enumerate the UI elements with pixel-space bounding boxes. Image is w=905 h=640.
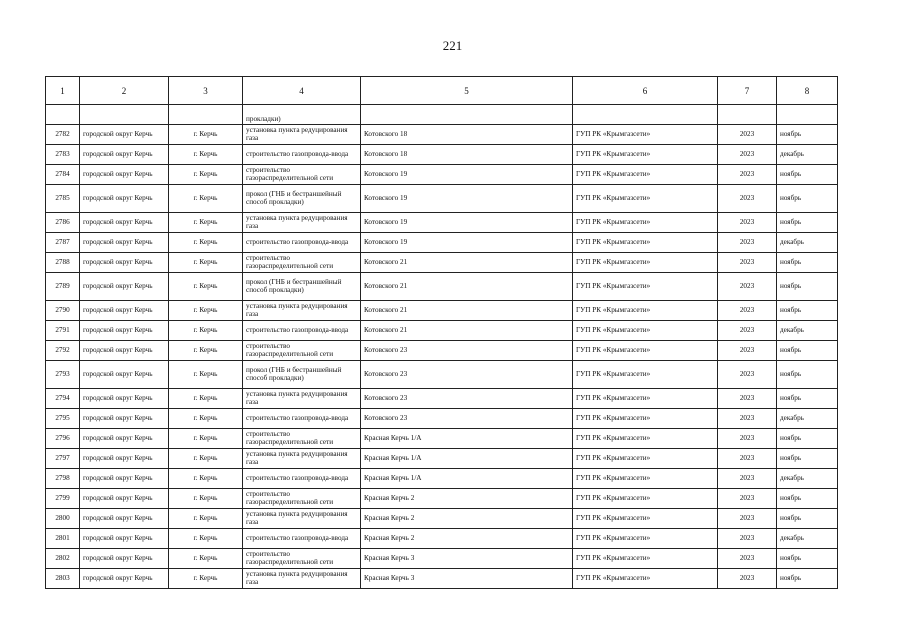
work-type-cell: установка пункта редуцирования газа (243, 213, 361, 233)
municipality-cell: городской округ Керчь (80, 125, 169, 145)
address-cell: Котовского 18 (361, 145, 573, 165)
organization-cell: ГУП РК «Крымгазсети» (573, 253, 718, 273)
row-number-cell: 2798 (46, 469, 80, 489)
address-cell: Красная Керчь 1/А (361, 449, 573, 469)
row-number-cell: 2789 (46, 273, 80, 301)
row-number-cell: 2797 (46, 449, 80, 469)
table-row (46, 549, 838, 569)
municipality-cell: городской округ Керчь (80, 549, 169, 569)
settlement-cell: г. Керчь (169, 509, 243, 529)
row-number-cell: 2788 (46, 253, 80, 273)
organization-cell: ГУП РК «Крымгазсети» (573, 165, 718, 185)
address-cell: Котовского 21 (361, 253, 573, 273)
table-row (46, 361, 838, 389)
col-header-3: 3 (169, 77, 243, 105)
table-row (46, 429, 838, 449)
table-row (46, 389, 838, 409)
address-cell: Котовского 23 (361, 361, 573, 389)
organization-cell: ГУП РК «Крымгазсети» (573, 469, 718, 489)
settlement-cell: г. Керчь (169, 145, 243, 165)
month-cell: декабрь (777, 321, 838, 341)
municipality-cell: городской округ Керчь (80, 489, 169, 509)
work-type-cell: строительство газопровода-ввода (243, 469, 361, 489)
row-number-cell: 2786 (46, 213, 80, 233)
month-cell: ноябрь (777, 429, 838, 449)
year-cell: 2023 (718, 429, 777, 449)
settlement-cell: г. Керчь (169, 549, 243, 569)
col-header-2: 2 (80, 77, 169, 105)
work-type-cell: строительство газораспределительной сети (243, 429, 361, 449)
table-row (46, 213, 838, 233)
table-row (46, 185, 838, 213)
address-cell: Котовского 23 (361, 389, 573, 409)
municipality-cell: городской округ Керчь (80, 185, 169, 213)
table-row (46, 529, 838, 549)
settlement-cell: г. Керчь (169, 321, 243, 341)
municipality-cell: городской округ Керчь (80, 429, 169, 449)
address-cell: Котовского 23 (361, 341, 573, 361)
row-number-cell: 2800 (46, 509, 80, 529)
organization-cell: ГУП РК «Крымгазсети» (573, 145, 718, 165)
settlement-cell: г. Керчь (169, 429, 243, 449)
settlement-cell: г. Керчь (169, 253, 243, 273)
address-cell: Котовского 19 (361, 233, 573, 253)
organization-cell: ГУП РК «Крымгазсети» (573, 509, 718, 529)
municipality-cell: городской округ Керчь (80, 253, 169, 273)
organization-cell: ГУП РК «Крымгазсети» (573, 529, 718, 549)
cell (361, 105, 573, 125)
table-row (46, 321, 838, 341)
municipality-cell: городской округ Керчь (80, 509, 169, 529)
year-cell: 2023 (718, 529, 777, 549)
month-cell: ноябрь (777, 489, 838, 509)
month-cell: ноябрь (777, 185, 838, 213)
row-number-cell: 2794 (46, 389, 80, 409)
row-number-cell: 2795 (46, 409, 80, 429)
row-number-cell: 2803 (46, 569, 80, 589)
work-type-cell: установка пункта редуцирования газа (243, 301, 361, 321)
organization-cell: ГУП РК «Крымгазсети» (573, 449, 718, 469)
address-cell: Котовского 23 (361, 409, 573, 429)
cell (80, 105, 169, 125)
month-cell: ноябрь (777, 165, 838, 185)
organization-cell: ГУП РК «Крымгазсети» (573, 125, 718, 145)
year-cell: 2023 (718, 569, 777, 589)
work-type-cell: строительство газопровода-ввода (243, 233, 361, 253)
municipality-cell: городской округ Керчь (80, 469, 169, 489)
address-cell: Котовского 19 (361, 213, 573, 233)
municipality-cell: городской округ Керчь (80, 273, 169, 301)
table-row (46, 165, 838, 185)
month-cell: ноябрь (777, 341, 838, 361)
organization-cell: ГУП РК «Крымгазсети» (573, 213, 718, 233)
work-type-cell: прокол (ГНБ и бестраншейный способ прокладки) (243, 185, 361, 213)
work-type-cell: установка пункта редуцирования газа (243, 389, 361, 409)
cell (46, 105, 80, 125)
year-cell: 2023 (718, 509, 777, 529)
settlement-cell: г. Керчь (169, 361, 243, 389)
table-row (46, 489, 838, 509)
year-cell: 2023 (718, 549, 777, 569)
month-cell: ноябрь (777, 125, 838, 145)
municipality-cell: городской округ Керчь (80, 321, 169, 341)
address-cell: Красная Керчь 1/А (361, 429, 573, 449)
row-number-cell: 2784 (46, 165, 80, 185)
schedule-table (45, 76, 838, 589)
settlement-cell: г. Керчь (169, 449, 243, 469)
address-cell: Красная Керчь 2 (361, 489, 573, 509)
year-cell: 2023 (718, 321, 777, 341)
year-cell: 2023 (718, 389, 777, 409)
month-cell: ноябрь (777, 361, 838, 389)
year-cell: 2023 (718, 233, 777, 253)
month-cell: ноябрь (777, 301, 838, 321)
table-row (46, 273, 838, 301)
settlement-cell: г. Керчь (169, 213, 243, 233)
table-row (46, 469, 838, 489)
municipality-cell: городской округ Керчь (80, 165, 169, 185)
row-number-cell: 2785 (46, 185, 80, 213)
organization-cell: ГУП РК «Крымгазсети» (573, 429, 718, 449)
settlement-cell: г. Керчь (169, 569, 243, 589)
month-cell: декабрь (777, 469, 838, 489)
municipality-cell: городской округ Керчь (80, 233, 169, 253)
col-header-5: 5 (361, 77, 573, 105)
year-cell: 2023 (718, 213, 777, 233)
table-row (46, 509, 838, 529)
year-cell: 2023 (718, 145, 777, 165)
organization-cell: ГУП РК «Крымгазсети» (573, 389, 718, 409)
address-cell: Котовского 19 (361, 165, 573, 185)
table-row (46, 301, 838, 321)
work-type-cell: строительство газопровода-ввода (243, 145, 361, 165)
table-row (46, 253, 838, 273)
work-type-cell: строительство газопровода-ввода (243, 321, 361, 341)
address-cell: Котовского 18 (361, 125, 573, 145)
header-row (46, 77, 838, 105)
settlement-cell: г. Керчь (169, 529, 243, 549)
month-cell: ноябрь (777, 213, 838, 233)
year-cell: 2023 (718, 165, 777, 185)
month-cell: ноябрь (777, 273, 838, 301)
month-cell: декабрь (777, 409, 838, 429)
col-header-1: 1 (46, 77, 80, 105)
year-cell: 2023 (718, 301, 777, 321)
municipality-cell: городской округ Керчь (80, 449, 169, 469)
settlement-cell: г. Керчь (169, 185, 243, 213)
address-cell: Котовского 21 (361, 321, 573, 341)
work-type-cell: установка пункта редуцирования газа (243, 509, 361, 529)
work-type-cell: строительство газораспределительной сети (243, 253, 361, 273)
table-row (46, 233, 838, 253)
year-cell: 2023 (718, 341, 777, 361)
address-cell: Красная Керчь 3 (361, 549, 573, 569)
municipality-cell: городской округ Керчь (80, 529, 169, 549)
organization-cell: ГУП РК «Крымгазсети» (573, 361, 718, 389)
row-number-cell: 2787 (46, 233, 80, 253)
address-cell: Красная Керчь 3 (361, 569, 573, 589)
municipality-cell: городской округ Керчь (80, 409, 169, 429)
col-header-7: 7 (718, 77, 777, 105)
row-number-cell: 2802 (46, 549, 80, 569)
address-cell: Красная Керчь 2 (361, 509, 573, 529)
work-type-cell: прокол (ГНБ и бестраншейный способ прокладки) (243, 273, 361, 301)
address-cell: Красная Керчь 2 (361, 529, 573, 549)
work-type-cell: строительство газораспределительной сети (243, 165, 361, 185)
work-type-cell: установка пункта редуцирования газа (243, 569, 361, 589)
work-type-cell: строительство газораспределительной сети (243, 341, 361, 361)
settlement-cell: г. Керчь (169, 489, 243, 509)
address-cell: Котовского 19 (361, 185, 573, 213)
continuation-row (46, 105, 838, 125)
year-cell: 2023 (718, 185, 777, 213)
cell (777, 105, 838, 125)
year-cell: 2023 (718, 125, 777, 145)
organization-cell: ГУП РК «Крымгазсети» (573, 301, 718, 321)
month-cell: ноябрь (777, 549, 838, 569)
month-cell: ноябрь (777, 253, 838, 273)
table-row (46, 145, 838, 165)
work-type-cell: установка пункта редуцирования газа (243, 449, 361, 469)
organization-cell: ГУП РК «Крымгазсети» (573, 341, 718, 361)
year-cell: 2023 (718, 489, 777, 509)
month-cell: декабрь (777, 529, 838, 549)
cell (573, 105, 718, 125)
table-row (46, 341, 838, 361)
organization-cell: ГУП РК «Крымгазсети» (573, 549, 718, 569)
cell (718, 105, 777, 125)
municipality-cell: городской округ Керчь (80, 389, 169, 409)
organization-cell: ГУП РК «Крымгазсети» (573, 321, 718, 341)
municipality-cell: городской округ Керчь (80, 301, 169, 321)
settlement-cell: г. Керчь (169, 273, 243, 301)
work-type-cell: строительство газораспределительной сети (243, 549, 361, 569)
table-row (46, 409, 838, 429)
row-number-cell: 2791 (46, 321, 80, 341)
address-cell: Котовского 21 (361, 301, 573, 321)
col-header-4: 4 (243, 77, 361, 105)
settlement-cell: г. Керчь (169, 409, 243, 429)
page-number: 221 (442, 38, 463, 53)
row-number-cell: 2799 (46, 489, 80, 509)
settlement-cell: г. Керчь (169, 301, 243, 321)
settlement-cell: г. Керчь (169, 341, 243, 361)
organization-cell: ГУП РК «Крымгазсети» (573, 409, 718, 429)
municipality-cell: городской округ Керчь (80, 361, 169, 389)
municipality-cell: городской округ Керчь (80, 341, 169, 361)
cell (169, 105, 243, 125)
row-number-cell: 2783 (46, 145, 80, 165)
organization-cell: ГУП РК «Крымгазсети» (573, 233, 718, 253)
row-number-cell: 2793 (46, 361, 80, 389)
settlement-cell: г. Керчь (169, 469, 243, 489)
table-row (46, 449, 838, 469)
year-cell: 2023 (718, 361, 777, 389)
municipality-cell: городской округ Керчь (80, 145, 169, 165)
municipality-cell: городской округ Керчь (80, 213, 169, 233)
settlement-cell: г. Керчь (169, 165, 243, 185)
organization-cell: ГУП РК «Крымгазсети» (573, 569, 718, 589)
organization-cell: ГУП РК «Крымгазсети» (573, 489, 718, 509)
address-cell: Котовского 21 (361, 273, 573, 301)
work-type-cell: прокол (ГНБ и бестраншейный способ прокладки) (243, 361, 361, 389)
year-cell: 2023 (718, 449, 777, 469)
organization-cell: ГУП РК «Крымгазсети» (573, 185, 718, 213)
row-number-cell: 2796 (46, 429, 80, 449)
work-type-cell: строительство газопровода-ввода (243, 529, 361, 549)
month-cell: ноябрь (777, 509, 838, 529)
settlement-cell: г. Керчь (169, 389, 243, 409)
organization-cell: ГУП РК «Крымгазсети» (573, 273, 718, 301)
continuation-cell: прокладки) (243, 105, 361, 125)
table-row (46, 125, 838, 145)
year-cell: 2023 (718, 253, 777, 273)
address-cell: Красная Керчь 1/А (361, 469, 573, 489)
settlement-cell: г. Керчь (169, 125, 243, 145)
row-number-cell: 2792 (46, 341, 80, 361)
row-number-cell: 2790 (46, 301, 80, 321)
municipality-cell: городской округ Керчь (80, 569, 169, 589)
year-cell: 2023 (718, 273, 777, 301)
month-cell: декабрь (777, 233, 838, 253)
month-cell: декабрь (777, 145, 838, 165)
settlement-cell: г. Керчь (169, 233, 243, 253)
work-type-cell: установка пункта редуцирования газа (243, 125, 361, 145)
col-header-6: 6 (573, 77, 718, 105)
year-cell: 2023 (718, 469, 777, 489)
row-number-cell: 2782 (46, 125, 80, 145)
row-number-cell: 2801 (46, 529, 80, 549)
month-cell: ноябрь (777, 449, 838, 469)
month-cell: ноябрь (777, 569, 838, 589)
col-header-8: 8 (777, 77, 838, 105)
table-row (46, 569, 838, 589)
month-cell: ноябрь (777, 389, 838, 409)
work-type-cell: строительство газораспределительной сети (243, 489, 361, 509)
work-type-cell: строительство газопровода-ввода (243, 409, 361, 429)
year-cell: 2023 (718, 409, 777, 429)
